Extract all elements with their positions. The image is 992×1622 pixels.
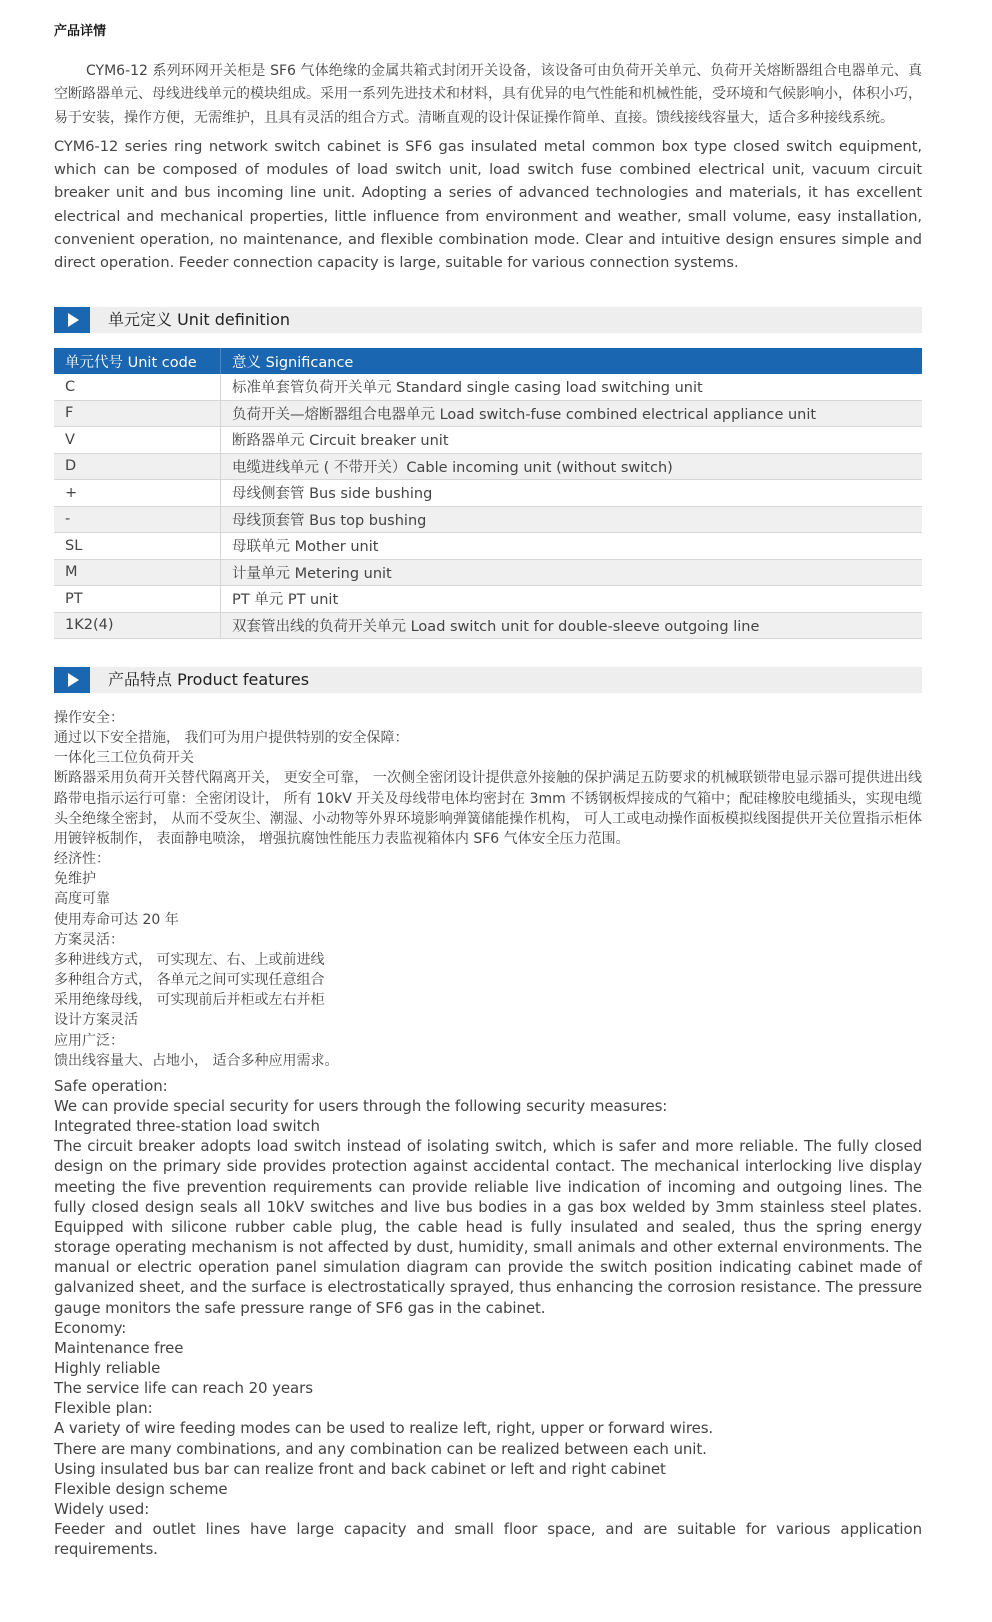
significance-cell: 双套管出线的负荷开关单元 Load switch unit for double-sleeve outgoing line <box>221 612 923 639</box>
table-row <box>54 400 922 427</box>
unit-code-cell: V <box>54 427 221 454</box>
feature-line: 采用绝缘母线， 可实现前后并柜或左右并柜 <box>54 992 325 1009</box>
feature-line: 通过以下安全措施， 我们可为用户提供特别的安全保障： <box>54 730 409 747</box>
feature-line: Widely used: <box>54 1500 150 1519</box>
feature-line: A variety of wire feeding modes can be used to realize left, right, upper or forward wires. <box>54 1419 714 1438</box>
play-arrow-icon <box>54 307 90 333</box>
table-row <box>54 374 922 400</box>
feature-line: Feeder and outlet lines have large capacity and small floor space, and are suitable for various application requirements. <box>54 1520 922 1559</box>
significance-cell: 母线侧套管 Bus side bushing <box>221 480 923 507</box>
feature-line: 使用寿命可达 20 年 <box>54 911 179 928</box>
table-header-row <box>54 348 922 374</box>
feature-line: Integrated three-station load switch <box>54 1117 320 1136</box>
unit-definition-header <box>54 307 922 333</box>
unit-code-cell: - <box>54 506 221 533</box>
feature-line: 方案灵活： <box>54 931 124 948</box>
unit-code-cell: PT <box>54 586 221 613</box>
features-english-text <box>54 1076 922 1560</box>
table-row <box>54 586 922 613</box>
feature-line: Using insulated bus bar can realize front and back cabinet or left and right cabinet <box>54 1459 666 1478</box>
unit-code-cell: 1K2(4) <box>54 612 221 639</box>
feature-line: 免维护 <box>54 871 96 888</box>
feature-line: Flexible design scheme <box>54 1479 228 1498</box>
table-row <box>54 612 922 639</box>
feature-line: 操作安全： <box>54 710 124 726</box>
significance-cell: 标准单套管负荷开关单元 Standard single casing load switching unit <box>221 374 923 400</box>
feature-line: 一体化三工位负荷开关 <box>54 750 194 767</box>
page-title: 产品详情 <box>54 24 107 39</box>
feature-line: 经济性： <box>54 851 110 868</box>
unit-definition-title: 单元定义 Unit definition <box>108 310 291 329</box>
significance-cell: 母线顶套管 Bus top bushing <box>221 506 923 533</box>
significance-cell: 计量单元 Metering unit <box>221 559 923 586</box>
product-features-header <box>54 667 922 693</box>
feature-line: We can provide special security for users through the following security measures: <box>54 1096 668 1115</box>
significance-cell: 断路器单元 Circuit breaker unit <box>221 427 923 454</box>
significance-cell: 母联单元 Mother unit <box>221 533 923 560</box>
table-row <box>54 480 922 507</box>
feature-line: Economy: <box>54 1318 127 1337</box>
significance-cell: PT 单元 PT unit <box>221 586 923 613</box>
table-row <box>54 453 922 480</box>
feature-line: 高度可靠 <box>54 891 110 908</box>
unit-definition-table <box>54 348 922 639</box>
unit-code-cell: C <box>54 374 221 400</box>
play-arrow-icon <box>54 667 90 693</box>
unit-table-body <box>54 374 922 639</box>
table-row <box>54 506 922 533</box>
table-row <box>54 559 922 586</box>
feature-line: 设计方案灵活 <box>54 1012 138 1029</box>
feature-line: Flexible plan: <box>54 1399 153 1418</box>
significance-cell: 负荷开关—熔断器组合电器单元 Load switch-fuse combined electrical appliance unit <box>221 400 923 427</box>
table-row <box>54 427 922 454</box>
unit-code-cell: D <box>54 453 221 480</box>
unit-code-cell: M <box>54 559 221 586</box>
feature-line: Highly reliable <box>54 1359 161 1377</box>
unit-code-cell: SL <box>54 533 221 560</box>
significance-header: 意义 Significance <box>221 348 923 374</box>
feature-line: 多种进线方式， 可实现左、右、上或前进线 <box>54 951 325 968</box>
product-features-title: 产品特点 Product features <box>108 670 310 689</box>
feature-line: Safe operation: <box>54 1076 168 1095</box>
unit-code-header: 单元代号 Unit code <box>54 348 221 374</box>
features-body <box>54 708 922 1560</box>
feature-line: The service life can reach 20 years <box>54 1379 313 1398</box>
feature-line: The circuit breaker adopts load switch instead of isolating switch, which is safer and more reliable. The fully closed design on the primary side provides protection against accidental contact. The mechanical interlocking live display meeting the five prevention requirements can provide reliable live indication of incoming and outgoing lines. The fully closed design seals all 10kV switches and live bus bodies in a gas box welded by 3mm stainless steel plates. Equipped with silicone rubber cable plug, the cable head is fully insulated and sealed, thus the spring energy storage operating mechanism is not affected by dust, humidity, small animals and other external environments. The manual or electric operation panel simulation diagram can provide the switch position indicating cabinet made of galvanized sheet, and the surface is electrostatically sprayed, thus enhancing the corrosion resistance. The pressure gauge monitors the safe pressure range of SF6 gas in the cabinet. <box>54 1137 922 1317</box>
feature-line: 断路器采用负荷开关替代隔离开关， 更安全可靠， 一次侧全密闭设计提供意外接触的保护满足五防要求的机械联锁带电显示器可提供进出线路带电指示运行可靠：全密闭设计， 所有 10kV 开关及母线带电体均密封在 3mm 不锈钢板焊接成的气箱中；配硅橡胶电缆插头，实现电缆头全绝缘全密封， 从而不受灰尘、潮湿、小动物等外界环境影响弹簧储能操作机构， 可人工或电动操作面板模拟线图提供开关位置指示柜体用镀锌板制作， 表面静电喷涂， 增强抗腐蚀性能压力表监视箱体内 SF6 气体安全压力范围。 <box>54 770 922 847</box>
intro-english-paragraph: CYM6-12 series ring network switch cabinet is SF6 gas insulated metal common box type closed switch equipment, which can be composed of modules of load switch unit, load switch fuse combined electrical unit, vacuum circuit breaker unit and bus incoming line unit. Adopting a series of advanced technologies and materials, it has excellent electrical and mechanical properties, little influence from environment and weather, small volume, easy installation, convenient operation, no maintenance, and flexible combination mode. Clear and intuitive design ensures simple and direct operation. Feeder connection capacity is large, suitable for various connection systems. <box>54 137 922 272</box>
feature-line: 馈出线容量大、占地小， 适合多种应用需求。 <box>54 1052 339 1069</box>
feature-line: 应用广泛： <box>54 1032 124 1049</box>
intro-block <box>54 60 922 275</box>
unit-code-cell: + <box>54 480 221 507</box>
unit-code-cell: F <box>54 400 221 427</box>
feature-line: There are many combinations, and any combination can be realized between each unit. <box>54 1439 707 1458</box>
intro-chinese-paragraph: CYM6-12 系列环网开关柜是 SF6 气体绝缘的金属共箱式封闭开关设备，该设备可由负荷开关单元、负荷开关熔断器组合电器单元、真空断路器单元、母线进线单元的模块组成。采用一系列先进技术和材料，具有优异的电气性能和机械性能，受环境和气候影响小，体积小巧，易于安装，操作方便，无需维护，且具有灵活的组合方式。清晰直观的设计保证操作简单、直接。馈线接线容量大，适合多种接线系统。 <box>54 63 922 126</box>
features-chinese-text <box>54 708 922 1071</box>
significance-cell: 电缆进线单元 ( 不带开关）Cable incoming unit (without switch) <box>221 453 923 480</box>
feature-line: 多种组合方式， 各单元之间可实现任意组合 <box>54 972 325 989</box>
table-row <box>54 533 922 560</box>
feature-line: Maintenance free <box>54 1338 184 1357</box>
